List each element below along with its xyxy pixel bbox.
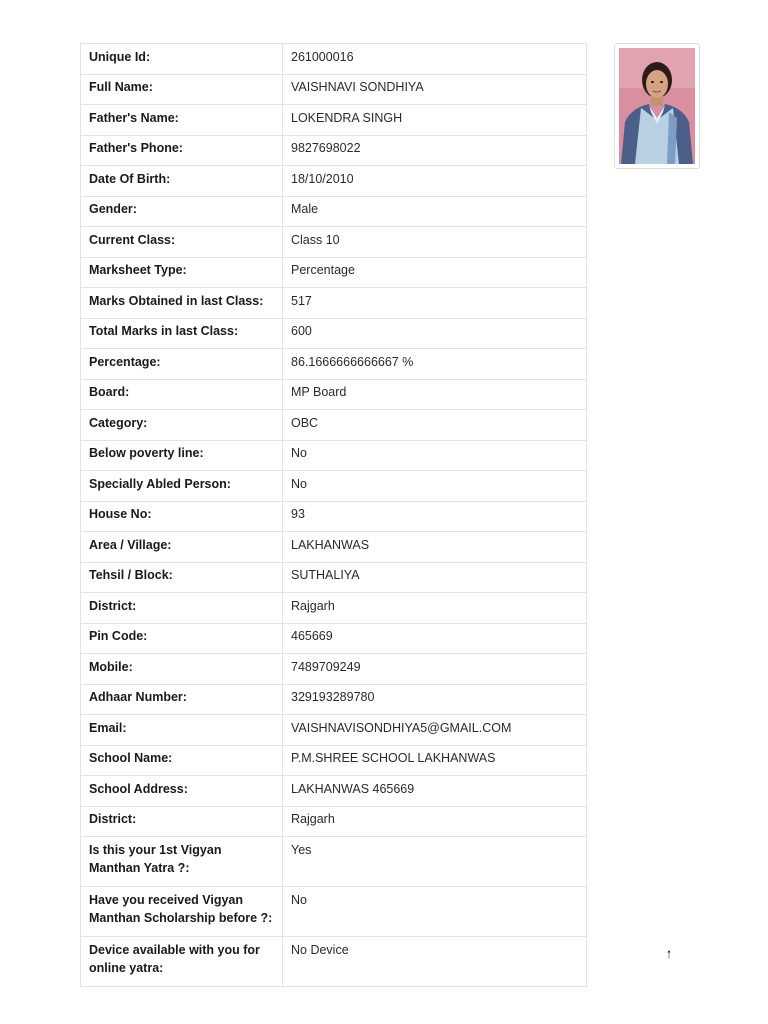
bpl-label: Below poverty line: — [81, 440, 283, 471]
adhaar-value: 329193289780 — [283, 684, 587, 715]
arrow-up-icon: 🠑 — [667, 949, 671, 961]
father-name-label: Father's Name: — [81, 105, 283, 136]
tehsil-block-label: Tehsil / Block: — [81, 562, 283, 593]
row-current-class — [81, 227, 587, 258]
gender-value: Male — [283, 196, 587, 227]
student-photo-image — [619, 48, 695, 164]
row-area-village — [81, 532, 587, 563]
board-label: Board: — [81, 379, 283, 410]
row-percentage — [81, 349, 587, 380]
row-gender — [81, 196, 587, 227]
first-yatra-label: Is this your 1st Vigyan Manthan Yatra ?: — [81, 837, 283, 887]
row-father-phone — [81, 135, 587, 166]
row-category — [81, 410, 587, 441]
area-village-label: Area / Village: — [81, 532, 283, 563]
first-yatra-value: Yes — [283, 837, 587, 887]
device-available-label: Device available with you for online yatra: — [81, 937, 283, 987]
gender-label: Gender: — [81, 196, 283, 227]
email-value: VAISHNAVISONDHIYA5@GMAIL.COM — [283, 715, 587, 746]
district-label: District: — [81, 593, 283, 624]
tehsil-block-value: SUTHALIYA — [283, 562, 587, 593]
dob-label: Date Of Birth: — [81, 166, 283, 197]
row-unique-id — [81, 44, 587, 75]
full-name-value: VAISHNAVI SONDHIYA — [283, 74, 587, 105]
father-phone-label: Father's Phone: — [81, 135, 283, 166]
school-address-value: LAKHANWAS 465669 — [283, 776, 587, 807]
total-marks-value: 600 — [283, 318, 587, 349]
specially-abled-label: Specially Abled Person: — [81, 471, 283, 502]
current-class-label: Current Class: — [81, 227, 283, 258]
row-district — [81, 593, 587, 624]
unique-id-value: 261000016 — [283, 44, 587, 75]
row-bpl — [81, 440, 587, 471]
scholarship-before-value: No — [283, 887, 587, 937]
row-pin-code — [81, 623, 587, 654]
percentage-value: 86.1666666666667 % — [283, 349, 587, 380]
full-name-label: Full Name: — [81, 74, 283, 105]
marksheet-type-label: Marksheet Type: — [81, 257, 283, 288]
marks-obtained-value: 517 — [283, 288, 587, 319]
device-available-value: No Device — [283, 937, 587, 987]
bpl-value: No — [283, 440, 587, 471]
board-value: MP Board — [283, 379, 587, 410]
row-email — [81, 715, 587, 746]
dob-value: 18/10/2010 — [283, 166, 587, 197]
total-marks-label: Total Marks in last Class: — [81, 318, 283, 349]
school-district-value: Rajgarh — [283, 806, 587, 837]
row-mobile — [81, 654, 587, 685]
row-board — [81, 379, 587, 410]
area-village-value: LAKHANWAS — [283, 532, 587, 563]
current-class-value: Class 10 — [283, 227, 587, 258]
row-school-name — [81, 745, 587, 776]
unique-id-label: Unique Id: — [81, 44, 283, 75]
pin-code-value: 465669 — [283, 623, 587, 654]
row-marks-obtained — [81, 288, 587, 319]
school-district-label: District: — [81, 806, 283, 837]
mobile-label: Mobile: — [81, 654, 283, 685]
row-first-yatra — [81, 837, 587, 887]
house-no-value: 93 — [283, 501, 587, 532]
mobile-value: 7489709249 — [283, 654, 587, 685]
student-photo — [614, 43, 700, 169]
row-house-no — [81, 501, 587, 532]
pin-code-label: Pin Code: — [81, 623, 283, 654]
row-marksheet-type — [81, 257, 587, 288]
row-scholarship-before — [81, 887, 587, 937]
district-value: Rajgarh — [283, 593, 587, 624]
category-value: OBC — [283, 410, 587, 441]
adhaar-label: Adhaar Number: — [81, 684, 283, 715]
school-name-value: P.M.SHREE SCHOOL LAKHANWAS — [283, 745, 587, 776]
row-father-name — [81, 105, 587, 136]
row-school-address — [81, 776, 587, 807]
father-name-value: LOKENDRA SINGH — [283, 105, 587, 136]
row-device-available — [81, 937, 587, 987]
email-label: Email: — [81, 715, 283, 746]
row-adhaar — [81, 684, 587, 715]
category-label: Category: — [81, 410, 283, 441]
percentage-label: Percentage: — [81, 349, 283, 380]
row-specially-abled — [81, 471, 587, 502]
scroll-to-top-button[interactable] — [662, 946, 676, 964]
row-total-marks — [81, 318, 587, 349]
school-address-label: School Address: — [81, 776, 283, 807]
row-full-name — [81, 74, 587, 105]
row-tehsil-block — [81, 562, 587, 593]
row-dob — [81, 166, 587, 197]
father-phone-value: 9827698022 — [283, 135, 587, 166]
marks-obtained-label: Marks Obtained in last Class: — [81, 288, 283, 319]
house-no-label: House No: — [81, 501, 283, 532]
marksheet-type-value: Percentage — [283, 257, 587, 288]
student-details-table — [80, 43, 587, 987]
specially-abled-value: No — [283, 471, 587, 502]
school-name-label: School Name: — [81, 745, 283, 776]
row-school-district — [81, 806, 587, 837]
scholarship-before-label: Have you received Vigyan Manthan Scholarship before ?: — [81, 887, 283, 937]
